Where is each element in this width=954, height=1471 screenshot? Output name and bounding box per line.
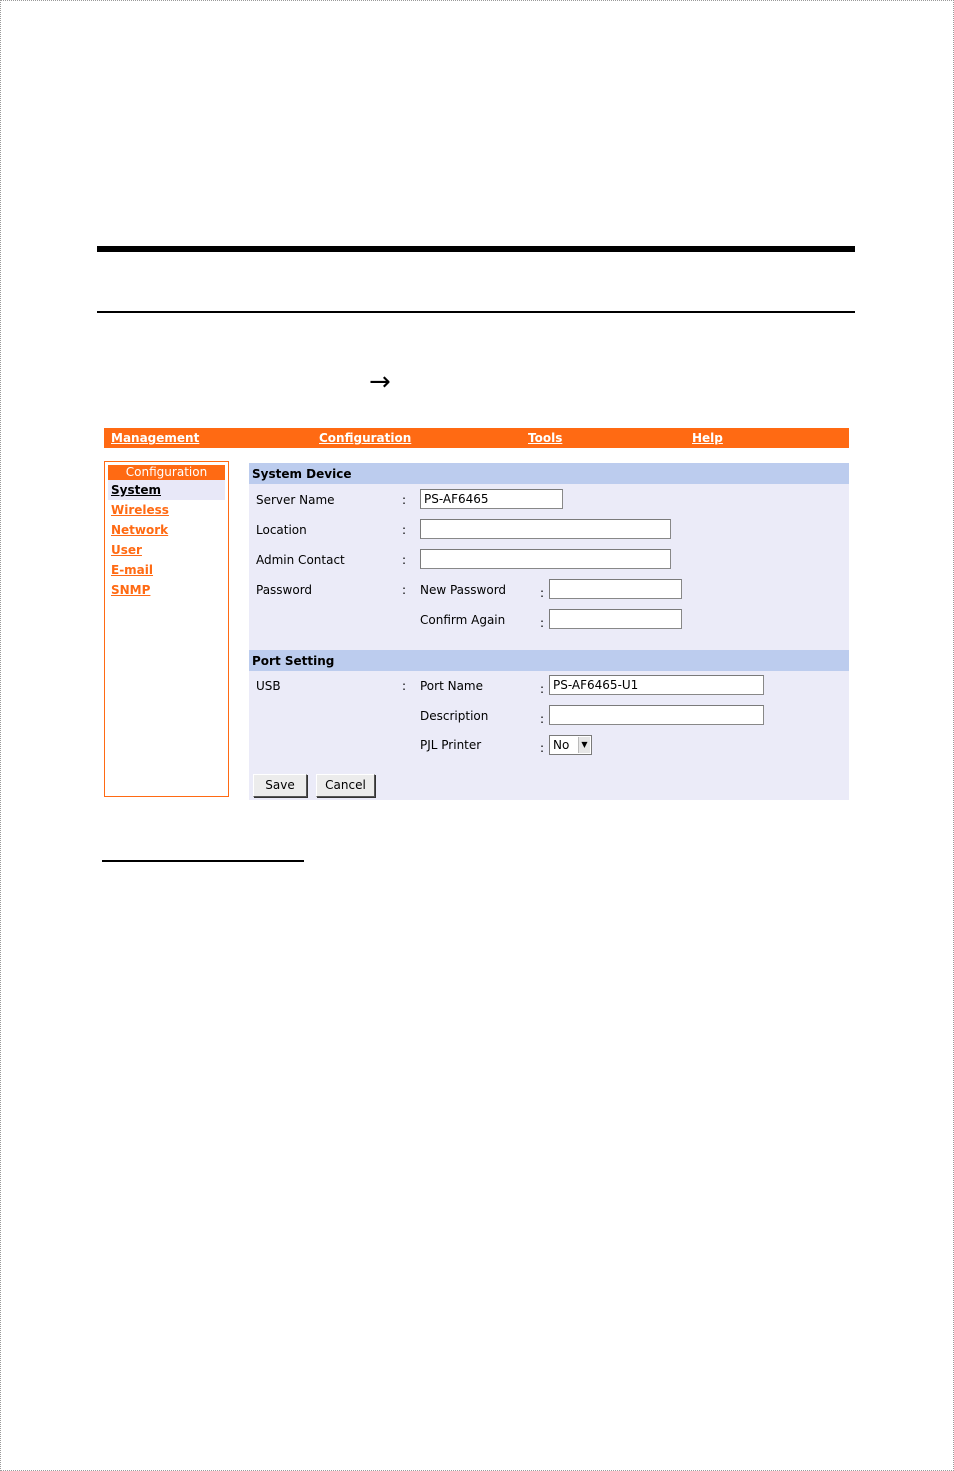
usb-label: USB [256, 679, 281, 693]
admin-contact-input[interactable] [420, 549, 671, 569]
sidebar-item-system[interactable]: System [108, 480, 225, 500]
confirm-again-label: Confirm Again [420, 613, 506, 627]
colon: : [402, 583, 407, 597]
system-device-heading: System Device [249, 463, 849, 484]
password-label: Password [256, 583, 313, 597]
colon: : [402, 553, 407, 567]
nav-configuration[interactable]: Configuration [319, 431, 412, 445]
port-name-input[interactable] [549, 675, 764, 695]
config-sidebar [104, 461, 229, 797]
sidebar-item-network[interactable]: Network [111, 523, 169, 537]
nav-help[interactable]: Help [692, 431, 723, 445]
heading-rule-thick [97, 246, 855, 252]
save-button[interactable]: Save [253, 774, 307, 797]
nav-management[interactable]: Management [111, 431, 200, 445]
confirm-password-input[interactable] [549, 609, 682, 629]
colon: : [540, 712, 545, 726]
admin-contact-label: Admin Contact [256, 553, 345, 567]
right-arrow-icon: → [369, 367, 391, 397]
colon: : [540, 741, 545, 755]
chevron-down-icon[interactable]: ▼ [578, 737, 590, 753]
colon: : [540, 616, 545, 630]
server-name-input[interactable] [420, 489, 563, 509]
heading-rule-thin [97, 311, 855, 313]
colon: : [540, 682, 545, 696]
location-input[interactable] [420, 519, 671, 539]
colon: : [402, 523, 407, 537]
cancel-button[interactable]: Cancel [316, 774, 375, 797]
new-password-label: New Password [420, 583, 507, 597]
description-input[interactable] [549, 705, 764, 725]
sidebar-title: Configuration [108, 465, 225, 480]
nav-tools[interactable]: Tools [528, 431, 563, 445]
web-config-ui [104, 428, 849, 800]
sidebar-item-snmp[interactable]: SNMP [111, 583, 151, 597]
short-rule [102, 860, 304, 862]
port-setting-heading: Port Setting [249, 650, 849, 671]
server-name-label: Server Name [256, 493, 335, 507]
description-label: Description [420, 709, 489, 723]
new-password-input[interactable] [549, 579, 682, 599]
pjl-printer-label: PJL Printer [420, 738, 482, 752]
pjl-printer-value: No [553, 738, 570, 752]
sidebar-item-user[interactable]: User [111, 543, 142, 557]
colon: : [402, 679, 407, 693]
location-label: Location [256, 523, 307, 537]
colon: : [540, 586, 545, 600]
top-nav-bar [104, 428, 849, 448]
port-name-label: Port Name [420, 679, 484, 693]
pjl-printer-select[interactable] [549, 735, 592, 755]
colon: : [402, 493, 407, 507]
settings-panel [249, 463, 849, 800]
sidebar-item-wireless[interactable]: Wireless [111, 503, 169, 517]
sidebar-item-email[interactable]: E-mail [111, 563, 154, 577]
